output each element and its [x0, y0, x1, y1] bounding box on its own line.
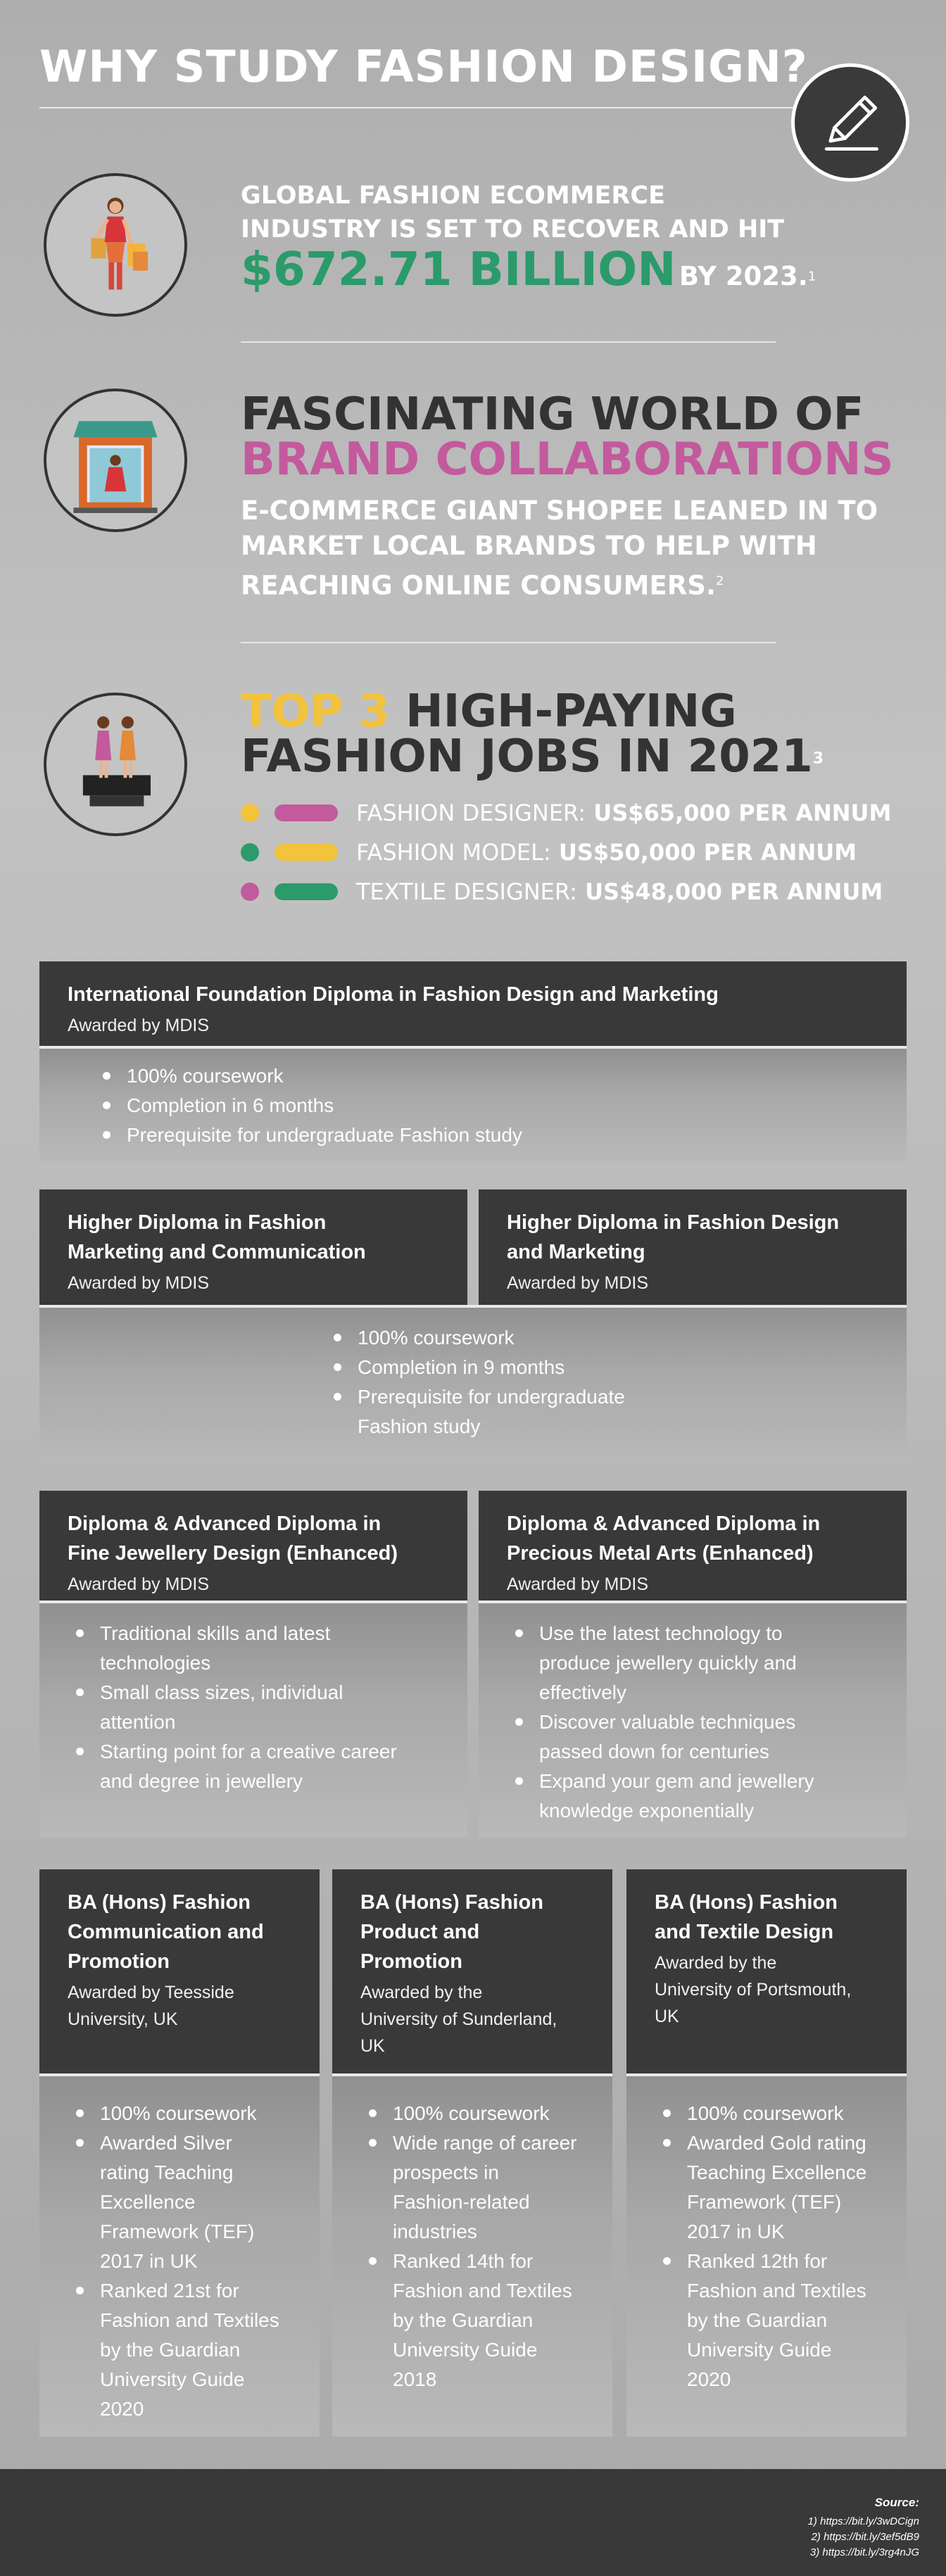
bullet-line: 2018 [393, 2368, 437, 2390]
bullet-line: produce jewellery quickly and [539, 1652, 797, 1674]
shopping-woman-icon [44, 173, 187, 317]
precious-metal-header [479, 1491, 907, 1600]
course-title: and Textile Design [655, 1921, 834, 1943]
bullet-line: Framework (TEF) [687, 2191, 842, 2213]
bullet: Prerequisite for undergraduate [328, 1382, 907, 1412]
awarded-line: University of Portsmouth, [655, 1980, 852, 2000]
bullet: Prerequisite for undergraduate Fashion study [97, 1120, 907, 1150]
course-awarded: Awarded by MDIS [68, 1016, 210, 1035]
job-row [241, 838, 857, 866]
course-title: Diploma & Advanced Diploma in [507, 1513, 821, 1535]
course-title: Fine Jewellery Design (Enhanced) [68, 1542, 398, 1565]
job-label: TEXTILE DESIGNER: [356, 878, 577, 905]
job-text [356, 839, 857, 866]
bullet [70, 1737, 467, 1796]
ba-product-body [332, 2076, 612, 2437]
section-divider-2 [241, 642, 776, 643]
bullet-line: Ranked 21st for [100, 2280, 239, 2302]
bullet-line: attention [100, 1711, 176, 1733]
bullet [510, 1619, 907, 1707]
title-divider [39, 107, 800, 108]
bullet-line: by the Guardian [100, 2339, 241, 2361]
course-title: Precious Metal Arts (Enhanced) [507, 1542, 814, 1565]
bullet-line: 2017 in UK [100, 2250, 198, 2272]
bullet [510, 1707, 907, 1767]
page-title: WHY STUDY FASHION DESIGN? [39, 41, 808, 92]
footer [0, 2469, 946, 2576]
job-text [356, 878, 883, 905]
awarded-line: UK [360, 2036, 385, 2056]
bullet-line: University Guide [687, 2339, 832, 2361]
course-title: Product and [360, 1921, 480, 1943]
brand-heading-line-2: BRAND COLLABORATIONS [241, 434, 894, 486]
bullet-line: 2020 [687, 2368, 731, 2390]
job-row [241, 878, 883, 906]
course-title: Diploma & Advanced Diploma in [68, 1513, 381, 1535]
bullet [70, 1678, 467, 1737]
course-title: BA (Hons) Fashion [655, 1891, 838, 1914]
bullet-line: by the Guardian [393, 2309, 534, 2331]
course-title: and Marketing [507, 1241, 645, 1263]
ref-2: 2 [715, 574, 724, 588]
foundation-course-header [39, 961, 907, 1046]
bullet [70, 2276, 320, 2424]
bullet-line: Fashion and Textiles [687, 2280, 866, 2302]
bullet [363, 2099, 612, 2128]
bullet-line: 100% coursework [393, 2102, 550, 2124]
bullet-line: Awarded Gold rating [687, 2132, 866, 2154]
bullet-line: University Guide [393, 2339, 538, 2361]
ba-product-header [332, 1869, 612, 2073]
source-link[interactable]: 3) https://bit.ly/3rg4nJG [809, 2546, 919, 2558]
bullet-line: Framework (TEF) [100, 2221, 255, 2242]
source-label: Source: [874, 2496, 919, 2509]
jobs-heading-line-2: FASHION JOBS IN 2021 [241, 731, 813, 783]
jewellery-design-body [39, 1603, 467, 1837]
bullet-line: Small class sizes, individual [100, 1681, 343, 1703]
bullet [363, 2128, 612, 2247]
bullet-line: Starting point for a creative career [100, 1741, 397, 1762]
job-value: US$65,000 PER ANNUM [593, 800, 892, 826]
bullet-line: knowledge exponentially [539, 1800, 755, 1821]
bullet [70, 2128, 320, 2276]
bullet-line: passed down for centuries [539, 1741, 769, 1762]
bullet-line: technologies [100, 1652, 211, 1674]
brand-heading-line-1: FASCINATING WORLD OF [241, 389, 864, 441]
job-label: FASHION MODEL: [356, 839, 551, 866]
ecommerce-amount: $672.71 BILLION [241, 242, 676, 296]
course-awarded [360, 1979, 584, 2059]
course-awarded [655, 1950, 878, 2030]
awarded-line: Awarded by the [360, 1983, 483, 2002]
bullet [657, 2099, 907, 2128]
bullet [363, 2247, 612, 2394]
bullet [510, 1767, 907, 1826]
awarded-line: University of Sunderland, [360, 2009, 557, 2029]
job-pill [275, 883, 338, 900]
brand-body-line-2: MARKET LOCAL BRANDS TO HELP WITH [241, 531, 817, 561]
course-awarded: Awarded by MDIS [68, 1273, 210, 1293]
bullet-line: by the Guardian [687, 2309, 828, 2331]
bullet-line: University Guide [100, 2368, 245, 2390]
bullet-line: Ranked 14th for [393, 2250, 534, 2272]
awarded-line: Awarded by the [655, 1953, 777, 1973]
jobs-heading-line-1 [241, 686, 737, 738]
bullet-line: 2020 [100, 2398, 144, 2420]
precious-metal-body [479, 1603, 907, 1837]
course-title: Promotion [360, 1950, 462, 1973]
bullet-line: 100% coursework [100, 2102, 257, 2124]
course-title: Higher Diploma in Fashion Design [507, 1211, 840, 1234]
higher-diploma-fmc-header [39, 1189, 467, 1305]
bullet [657, 2128, 907, 2247]
ecommerce-suffix: BY 2023. [679, 261, 808, 291]
jobs-heading-rest: HIGH-PAYING [405, 686, 737, 738]
course-title: Higher Diploma in Fashion [68, 1211, 327, 1234]
jewellery-design-header [39, 1491, 467, 1600]
source-link[interactable]: 1) https://bit.ly/3wDCign [807, 2515, 919, 2527]
bullet-line: industries [393, 2221, 477, 2242]
bullet-line: Wide range of career [393, 2132, 577, 2154]
bullet-line: 2017 in UK [687, 2221, 785, 2242]
section-divider-1 [241, 341, 776, 343]
job-dot [241, 883, 259, 901]
course-title: International Foundation Diploma in Fashion Design and Marketing [68, 983, 719, 1006]
job-text [356, 800, 891, 826]
brand-body-line-3: REACHING ONLINE CONSUMERS. [241, 570, 716, 601]
bullet [70, 2099, 320, 2128]
bullet-line: Expand your gem and jewellery [539, 1770, 814, 1792]
bullet-line: Use the latest technology to [539, 1622, 783, 1644]
bullet-line: Fashion-related [393, 2191, 530, 2213]
runway-models-icon [44, 693, 187, 836]
job-value: US$48,000 PER ANNUM [585, 878, 883, 905]
course-awarded [68, 1979, 291, 2033]
bullet-continuation: Fashion study [358, 1415, 481, 1437]
ref-3: 3 [812, 750, 824, 768]
course-title: Promotion [68, 1950, 170, 1973]
ba-communication-header [39, 1869, 320, 2073]
awarded-line: University, UK [68, 2009, 178, 2029]
bullet-line: 100% coursework [687, 2102, 844, 2124]
bullet-line: rating Teaching [100, 2161, 234, 2183]
bullet-line: Awarded Silver [100, 2132, 232, 2154]
bullet-line: and degree in jewellery [100, 1770, 303, 1792]
bullet [70, 1619, 467, 1678]
higher-diploma-fdm-header [479, 1189, 907, 1305]
ref-1: 1 [807, 269, 816, 284]
bullet: 100% coursework [97, 1061, 907, 1091]
brand-body-line-3-wrap [241, 563, 724, 604]
bullet-line: Discover valuable techniques [539, 1711, 796, 1733]
job-pill [275, 804, 338, 821]
job-row [241, 799, 891, 827]
job-dot [241, 804, 259, 822]
bullet-line: Traditional skills and latest [100, 1622, 331, 1644]
brand-body-line-1: E-COMMERCE GIANT SHOPEE LEANED IN TO [241, 495, 878, 526]
foundation-course-body [39, 1049, 907, 1161]
course-title: BA (Hons) Fashion [68, 1891, 251, 1914]
ba-textile-header [626, 1869, 907, 2073]
course-awarded: Awarded by MDIS [68, 1574, 210, 1594]
pencil-icon [791, 63, 909, 182]
bullet-line: Excellence [100, 2191, 196, 2213]
bullet [657, 2247, 907, 2394]
bullet-line: Fashion and Textiles [393, 2280, 572, 2302]
bullet-line: prospects in [393, 2161, 499, 2183]
ba-textile-body [626, 2076, 907, 2437]
jobs-heading-line-2-wrap [241, 731, 824, 785]
course-title: Communication and [68, 1921, 264, 1943]
ecommerce-line-1: GLOBAL FASHION ECOMMERCE [241, 182, 665, 210]
bullet-line: Teaching Excellence [687, 2161, 867, 2183]
job-pill [275, 844, 338, 861]
jobs-heading-top: TOP 3 [241, 686, 390, 738]
course-title: BA (Hons) Fashion [360, 1891, 543, 1914]
bullet-line: effectively [539, 1681, 626, 1703]
storefront-icon [44, 389, 187, 532]
higher-diploma-body [39, 1308, 907, 1461]
awarded-line: UK [655, 2007, 679, 2026]
job-value: US$50,000 PER ANNUM [558, 839, 857, 866]
bullet: 100% coursework [328, 1323, 907, 1353]
job-dot [241, 843, 259, 861]
awarded-line: Awarded by Teesside [68, 1983, 234, 2002]
job-label: FASHION DESIGNER: [356, 800, 586, 826]
course-awarded: Awarded by MDIS [507, 1574, 649, 1594]
bullet: Completion in 9 months [328, 1353, 907, 1382]
ba-communication-body [39, 2076, 320, 2437]
ecommerce-amount-line [241, 242, 816, 296]
course-title: Marketing and Communication [68, 1241, 366, 1263]
source-link[interactable]: 2) https://bit.ly/3ef5dB9 [811, 2531, 919, 2543]
bullet-line: Fashion and Textiles [100, 2309, 279, 2331]
ecommerce-line-2: INDUSTRY IS SET TO RECOVER AND HIT [241, 215, 785, 244]
bullet-line: Ranked 12th for [687, 2250, 828, 2272]
course-awarded: Awarded by MDIS [507, 1273, 649, 1293]
bullet: Completion in 6 months [97, 1091, 907, 1120]
